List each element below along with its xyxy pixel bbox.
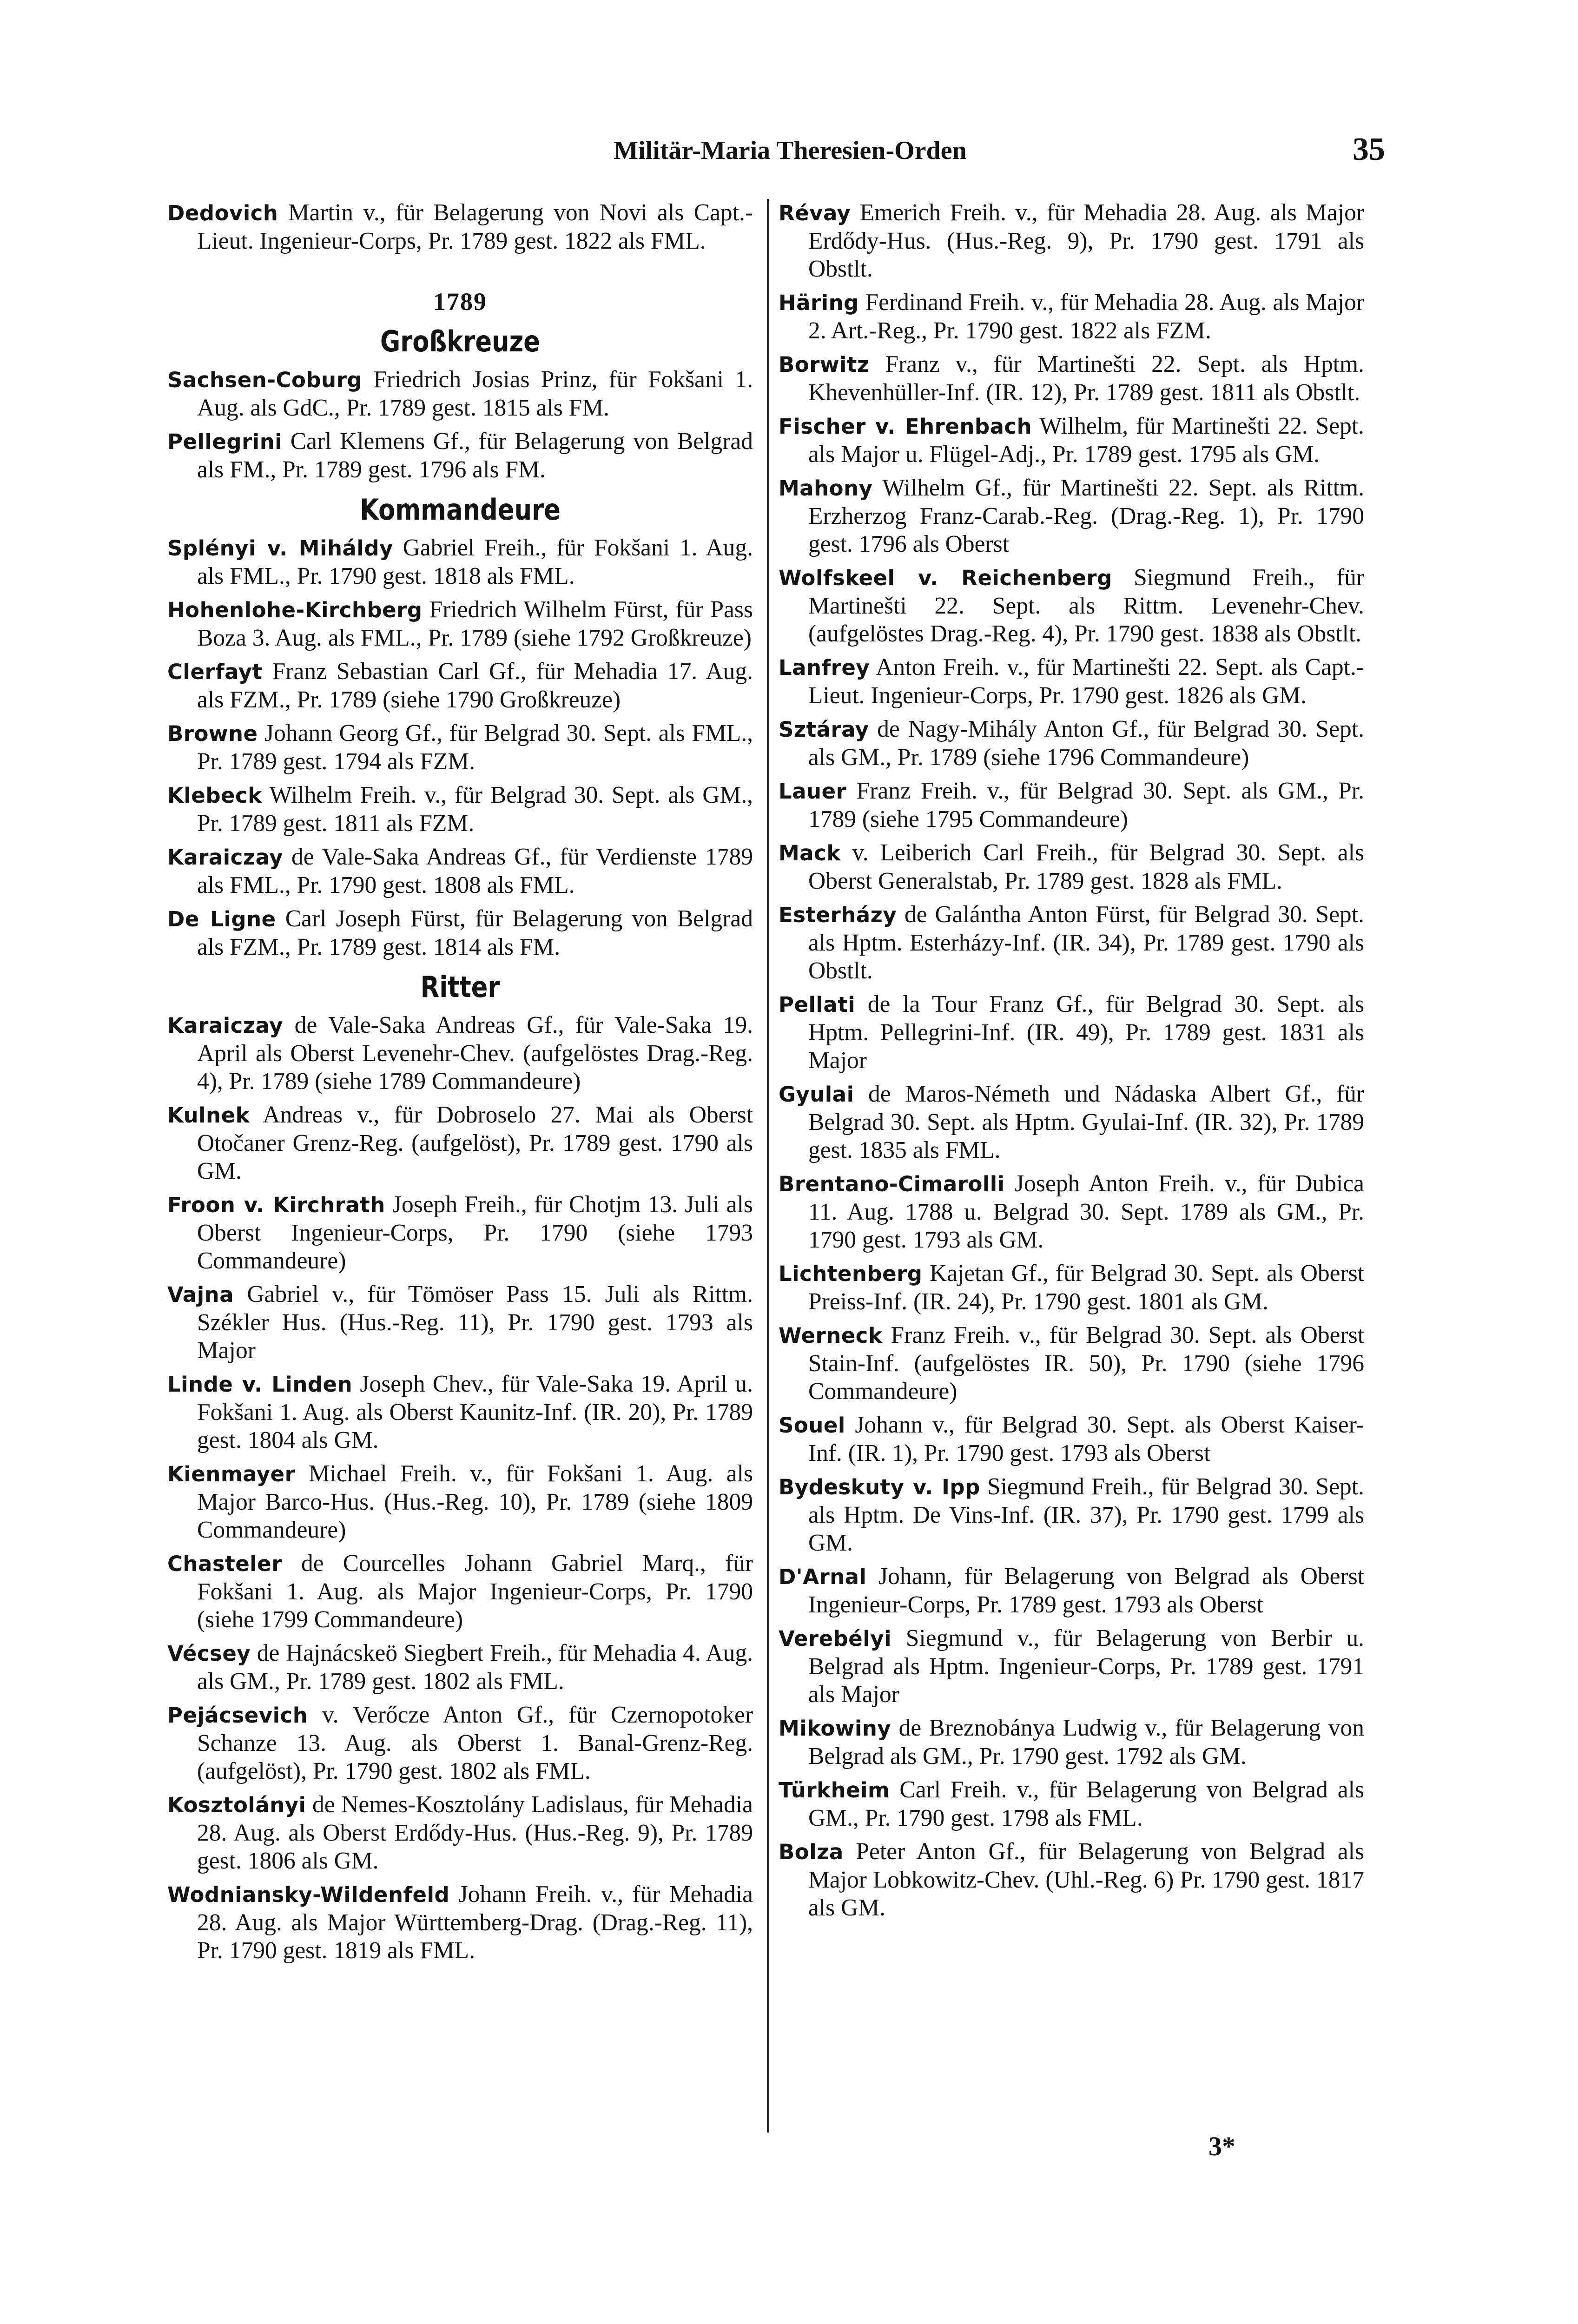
entry [779, 1170, 1364, 1254]
entry [779, 777, 1364, 833]
entry-name: Bolza [779, 1840, 844, 1864]
entry-name: Souel [779, 1413, 845, 1438]
entry [167, 905, 753, 961]
section-heading-ritter: Ritter [420, 970, 500, 1004]
entry-text: Wilhelm Gf., für Martinešti 22. Sept. als Rittm. Erzherzog Franz-Carab.-Reg. (Drag.-Reg. 1), Pr. 1790 gest. 1796 als Oberst [808, 475, 1364, 557]
entry [167, 596, 753, 652]
entry [167, 1191, 753, 1275]
entry [167, 781, 753, 838]
entry-text: Emerich Freih. v., für Mehadia 28. Aug. als Major Erdődy-Hus. (Hus.-Reg. 9), Pr. 1790 gest. 1791 als Obstlt. [808, 199, 1364, 282]
entry-name: Sztáray [779, 717, 869, 742]
column-divider [767, 199, 769, 2133]
entry-name: Bydeskuty v. Ipp [779, 1475, 980, 1499]
entry-name: Sachsen-Coburg [167, 368, 363, 392]
entry [167, 1701, 753, 1785]
entry [167, 1881, 753, 1965]
entry-name: Mack [779, 841, 841, 865]
right-column [779, 199, 1364, 1928]
entry-text: de Galántha Anton Fürst, für Belgrad 30. Sept. als Hptm. Esterházy-Inf. (IR. 34), Pr. 1789 gest. 1790 als Obstlt. [808, 901, 1364, 984]
entry-text: Carl Joseph Fürst, für Belagerung von Belgrad als FZM., Pr. 1789 gest. 1814 als FM. [197, 905, 753, 960]
signature-mark: 3* [1208, 2131, 1235, 2161]
entry-name: Verebélyi [779, 1626, 892, 1651]
entry [779, 839, 1364, 895]
entry-name: Werneck [779, 1323, 883, 1348]
entry-name: Pejácsevich [167, 1703, 308, 1728]
entry [167, 1460, 753, 1544]
entry [779, 1776, 1364, 1832]
entry-name: Mahony [779, 476, 873, 501]
entry-text: de Courcelles Johann Gabriel Marq., für Fokšani 1. Aug. als Major Ingenieur-Corps, Pr. 1790 (siehe 1799 Commandeure) [197, 1550, 753, 1633]
left-column [167, 199, 753, 1970]
entry-name: Klebeck [167, 783, 262, 808]
entry-text: de Nemes-Kosztolány Ladislaus, für Mehadia 28. Aug. als Oberst Erdődy-Hus. (Hus.-Reg. 9), Pr. 1789 gest. 1806 als GM. [197, 1791, 753, 1874]
entry [779, 1714, 1364, 1770]
entry [167, 843, 753, 899]
entry-name: Vajna [167, 1282, 234, 1307]
entry-text: de Vale-Saka Andreas Gf., für Vale-Saka 19. April als Oberst Levenehr-Chev. (aufgelöstes Drag.-Reg. 4), Pr. 1789 (siehe 1789 Commandeure) [197, 1012, 753, 1095]
entry-name: D'Arnal [779, 1565, 867, 1589]
entry-text: Martin v., für Belagerung von Novi als Capt.-Lieut. Ingenieur-Corps, Pr. 1789 gest. 1822 als FML. [197, 199, 753, 254]
entry-name: Borwitz [779, 352, 870, 377]
ritter-entries-continued [779, 199, 1364, 1922]
entry [167, 658, 753, 714]
entry-text: Peter Anton Gf., für Belagerung von Belgrad als Major Lobkowitz-Chev. (Uhl.-Reg. 6) Pr. 1790 gest. 1817 als GM. [808, 1838, 1364, 1921]
entry-name: De Ligne [167, 907, 276, 931]
entry-name: Pellegrini [167, 429, 283, 454]
entry-name: Lichtenberg [779, 1261, 923, 1286]
entry-text: de la Tour Franz Gf., für Belgrad 30. Sept. als Hptm. Pellegrini-Inf. (IR. 49), Pr. 1789 gest. 1831 als Major [808, 991, 1364, 1074]
entry [779, 1838, 1364, 1922]
entry [779, 1624, 1364, 1709]
entry-text: Joseph Chev., für Vale-Saka 19. April u. Fokšani 1. Aug. als Oberst Kaunitz-Inf. (IR. 20), Pr. 1789 gest. 1804 als GM. [197, 1371, 753, 1453]
entry-name: Wolfskeel v. Reichenberg [779, 566, 1112, 590]
entry-text: de Maros-Németh und Nádaska Albert Gf., für Belgrad 30. Sept. als Hptm. Gyulai-Inf. (IR. 32), Pr. 1789 gest. 1835 als FML. [808, 1081, 1364, 1163]
entry-name: Karaiczay [167, 1013, 283, 1038]
entry [779, 199, 1364, 283]
kommandeure-entries [167, 534, 753, 961]
entry-text: de Nagy-Mihály Anton Gf., für Belgrad 30. Sept. als GM., Pr. 1789 (siehe 1796 Commandeure) [808, 716, 1364, 771]
entry-text: Siegmund Freih., für Belgrad 30. Sept. als Hptm. De Vins-Inf. (IR. 37), Pr. 1790 gest. 1799 als GM. [808, 1473, 1364, 1556]
entry [167, 1011, 753, 1096]
entry-name: Kulnek [167, 1103, 250, 1128]
entry-text: Siegmund v., für Belagerung von Berbir u. Belgrad als Hptm. Ingenieur-Corps, Pr. 1789 gest. 1791 als Major [808, 1625, 1364, 1708]
entry-name: Brentano-Cimarolli [779, 1172, 1005, 1196]
entry [167, 720, 753, 776]
entry-text: Anton Freih. v., für Martinešti 22. Sept. als Capt.-Lieut. Ingenieur-Corps, Pr. 1790 gest. 1826 als GM. [808, 654, 1364, 709]
entry-name: Clerfayt [167, 660, 263, 684]
entry [167, 199, 753, 255]
entry-text: Friedrich Wilhelm Fürst, für Pass Boza 3. Aug. als FML., Pr. 1789 (siehe 1792 Großkreuze) [197, 596, 753, 651]
entry [779, 474, 1364, 558]
entry-name: Pellati [779, 992, 856, 1017]
entry-text: Michael Freih. v., für Fokšani 1. Aug. als Major Barco-Hus. (Hus.-Reg. 10), Pr. 1789 (siehe 1809 Commandeure) [197, 1460, 753, 1543]
entry-text: Franz v., für Martinešti 22. Sept. als Hptm. Khevenhüller-Inf. (IR. 12), Pr. 1789 gest. 1811 als Obstlt. [808, 351, 1364, 406]
entry-text: Johann, für Belagerung von Belgrad als Oberst Ingenieur-Corps, Pr. 1789 gest. 1793 als Oberst [808, 1563, 1364, 1618]
entry-text: de Breznobánya Ludwig v., für Belagerung von Belgrad als GM., Pr. 1790 gest. 1792 als GM. [808, 1715, 1364, 1769]
entry-name: Karaiczay [167, 845, 283, 870]
year-heading: 1789 [433, 288, 487, 316]
entry [779, 1563, 1364, 1619]
entry-text: Joseph Freih., für Chotjm 13. Juli als Oberst Ingenieur-Corps, Pr. 1790 (siehe 1793 Commandeure) [197, 1191, 753, 1274]
entry [167, 1101, 753, 1185]
entry [167, 1281, 753, 1365]
entry [779, 654, 1364, 710]
entry [167, 366, 753, 422]
entry-name: Hohenlohe-Kirchberg [167, 598, 423, 622]
entry-text: v. Verőcze Anton Gf., für Czernopotoker Schanze 13. Aug. als Oberst 1. Banal-Grenz-Reg. (aufgelöst), Pr. 1790 gest. 1802 als FML. [197, 1702, 753, 1784]
entry-name: Fischer v. Ehrenbach [779, 414, 1032, 439]
entry-text: Gabriel v., für Tömöser Pass 15. Juli als Rittm. Székler Hus. (Hus.-Reg. 11), Pr. 1790 gest. 1793 als Major [197, 1281, 753, 1364]
entry-name: Lanfrey [779, 655, 870, 680]
entry [167, 1791, 753, 1875]
entry-name: Türkheim [779, 1778, 890, 1802]
entry-name: Dedovich [167, 201, 278, 225]
entry-name: Splényi v. Miháldy [167, 536, 393, 561]
entry-text: Wilhelm Freih. v., für Belgrad 30. Sept. als GM., Pr. 1789 gest. 1811 als FZM. [197, 782, 753, 837]
entry-name: Mikowiny [779, 1716, 891, 1741]
entry [167, 1550, 753, 1634]
entry-text: Johann Georg Gf., für Belgrad 30. Sept. als FML., Pr. 1789 gest. 1794 als FZM. [197, 720, 753, 775]
entry [779, 564, 1364, 648]
running-head: Militär-Maria Theresien-Orden [614, 136, 967, 165]
entry-text: Franz Freih. v., für Belgrad 30. Sept. als Oberst Stain-Inf. (aufgelöstes IR. 50), Pr. 1790 (siehe 1796 Commandeure) [808, 1322, 1364, 1405]
entry-text: Franz Freih. v., für Belgrad 30. Sept. als GM., Pr. 1789 (siehe 1795 Commandeure) [808, 778, 1364, 832]
entry [779, 1473, 1364, 1557]
entry-text: Franz Sebastian Carl Gf., für Mehadia 17. Aug. als FZM., Pr. 1789 (siehe 1790 Großkreuze) [197, 658, 753, 713]
entry-text: Carl Klemens Gf., für Belagerung von Belgrad als FM., Pr. 1789 gest. 1796 als FM. [197, 428, 753, 483]
entry-text: Kajetan Gf., für Belgrad 30. Sept. als Oberst Preiss-Inf. (IR. 24), Pr. 1790 gest. 1801 als GM. [808, 1260, 1364, 1315]
entry [779, 715, 1364, 772]
entry [167, 1370, 753, 1454]
entry [167, 1639, 753, 1696]
entry-name: Kosztolányi [167, 1793, 306, 1817]
entry-name: Chasteler [167, 1552, 282, 1576]
entry [779, 1411, 1364, 1467]
entry-text: Andreas v., für Dobroselo 27. Mai als Oberst Otočaner Grenz-Reg. (aufgelöst), Pr. 1789 gest. 1790 als GM. [197, 1102, 753, 1184]
grosskreuze-entries [167, 366, 753, 484]
entry-name: Browne [167, 721, 258, 746]
entry-text: Gabriel Freih., für Fokšani 1. Aug. als FML., Pr. 1790 gest. 1818 als FML. [197, 535, 753, 589]
section-heading-grosskreuze: Großkreuze [380, 324, 541, 358]
entry-text: Joseph Anton Freih. v., für Dubica 11. Aug. 1788 u. Belgrad 30. Sept. 1789 als GM., Pr. 1790 gest. 1793 als GM. [808, 1170, 1364, 1253]
entry [167, 428, 753, 484]
entry-text: Friedrich Josias Prinz, für Fokšani 1. Aug. als GdC., Pr. 1789 gest. 1815 als FM. [197, 366, 753, 421]
entry [167, 534, 753, 590]
entry-name: Froon v. Kirchrath [167, 1193, 385, 1217]
entry-text: de Hajnácskeö Siegbert Freih., für Mehadia 4. Aug. als GM., Pr. 1789 gest. 1802 als FML. [197, 1640, 753, 1695]
entry-name: Kienmayer [167, 1462, 296, 1486]
entry-text: v. Leiberich Carl Freih., für Belgrad 30. Sept. als Oberst Generalstab, Pr. 1789 gest. 1828 als FML. [808, 839, 1364, 894]
entry [779, 990, 1364, 1075]
entry-text: Wilhelm, für Martinešti 22. Sept. als Major u. Flügel-Adj., Pr. 1789 gest. 1795 als GM. [808, 413, 1365, 468]
entry-name: Gyulai [779, 1082, 854, 1107]
entry-name: Lauer [779, 779, 847, 804]
entry-text: de Vale-Saka Andreas Gf., für Verdienste 1789 als FML., Pr. 1790 gest. 1808 als FML. [197, 844, 753, 898]
entry-text: Johann v., für Belgrad 30. Sept. als Oberst Kaiser-Inf. (IR. 1), Pr. 1790 gest. 1793 als Oberst [808, 1412, 1364, 1466]
entry [779, 289, 1364, 345]
entry-name: Linde v. Linden [167, 1372, 353, 1397]
entry-text: Siegmund Freih., für Martinešti 22. Sept. als Rittm. Levenehr-Chev. (aufgelöstes Drag.-Reg. 4), Pr. 1790 gest. 1838 als Obstlt. [808, 564, 1365, 647]
entry-text: Ferdinand Freih. v., für Mehadia 28. Aug. als Major 2. Art.-Reg., Pr. 1790 gest. 1822 als FZM. [808, 289, 1364, 344]
intro-entries [167, 199, 753, 255]
entry [779, 901, 1364, 985]
entry [779, 412, 1364, 469]
entry [779, 1260, 1364, 1316]
section-heading-kommandeure: Kommandeure [360, 493, 561, 527]
page-number: 35 [1353, 132, 1385, 167]
entry-text: Johann Freih. v., für Mehadia 28. Aug. als Major Württemberg-Drag. (Drag.-Reg. 11), Pr. 1790 gest. 1819 als FML. [197, 1881, 753, 1964]
entry-name: Révay [779, 201, 851, 225]
ritter-entries [167, 1011, 753, 1965]
entry-text: Carl Freih. v., für Belagerung von Belgrad als GM., Pr. 1790 gest. 1798 als FML. [808, 1776, 1364, 1831]
entry-name: Vécsey [167, 1641, 251, 1666]
entry-name: Esterházy [779, 903, 897, 927]
entry [779, 350, 1364, 407]
entry-name: Wodniansky-Wildenfeld [167, 1882, 450, 1907]
entry [779, 1321, 1364, 1406]
entry-name: Häring [779, 290, 859, 315]
entry [779, 1080, 1364, 1164]
